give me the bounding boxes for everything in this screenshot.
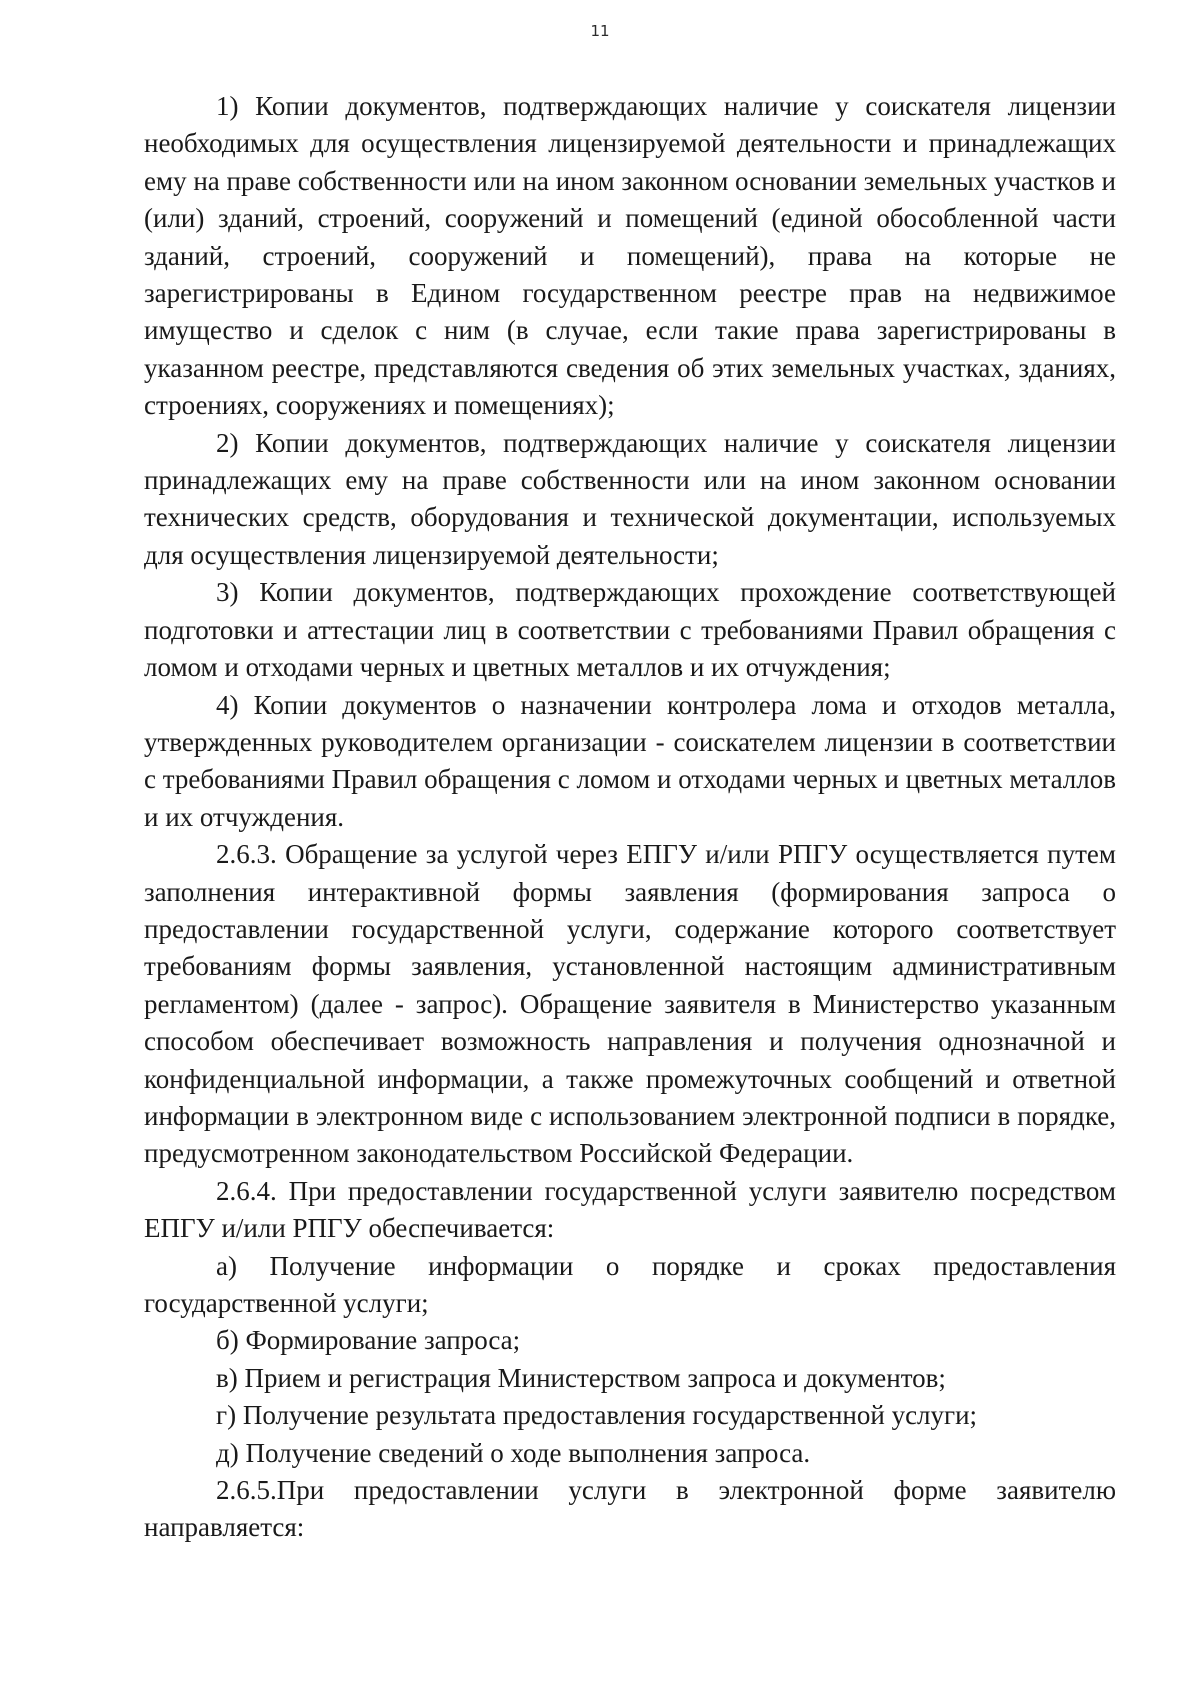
paragraph-item-1: 1) Копии документов, подтверждающих наличие у соискателя лицензии необходимых для осуществления лицензируемой деятельности и принадлежащих ему на праве собственности или на ином законном основании земельных участков и (или) зданий, строений, сооружений и помещений (единой обособленной части зданий, строений, сооружений и помещений), права на которые не зарегистрированы в Едином государственном реестре прав на недвижимое имущество и сделок с ним (в случае, если такие права зарегистрированы в указанном реестре, представляются сведения об этих земельных участках, зданиях, строениях, сооружениях и помещениях); (144, 91, 1116, 421)
paragraph-item-g: г) Получение результата предоставления государственной услуги; (216, 1400, 978, 1431)
paragraph-2-6-3: 2.6.3. Обращение за услугой через ЕПГУ и/или РПГУ осуществляется путем заполнения интерактивной формы заявления (формирования запроса о предоставлении государственной услуги, содержание которого соответствует требованиям формы заявления, установленной настоящим административным регламентом) (далее - запрос). Обращение заявителя в Министерство указанным способом обеспечивает возможность направления и получения однозначной и конфиденциальной информации, а также промежуточных сообщений и ответной информации в электронном виде с использованием электронной подписи в порядке, предусмотренном законодательством Российской Федерации. (144, 839, 1116, 1169)
paragraph-item-v: в) Прием и регистрация Министерством запроса и документов; (216, 1362, 946, 1393)
paragraph-item-d: д) Получение сведений о ходе выполнения запроса. (216, 1437, 811, 1468)
document-body (144, 88, 1116, 1547)
paragraph-item-4: 4) Копии документов о назначении контролера лома и отходов металла, утвержденных руководителем организации - соискателем лицензии в соответствии с требованиями Правил обращения с ломом и отходами черных и цветных металлов и их отчуждения. (144, 689, 1116, 832)
paragraph-2-6-4: 2.6.4. При предоставлении государственной услуги заявителю посредством ЕПГУ и/или РПГУ обеспечивается: (144, 1175, 1116, 1244)
page-number: 11 (590, 22, 610, 40)
paragraph-item-b: б) Формирование запроса; (216, 1325, 521, 1356)
paragraph-item-2: 2) Копии документов, подтверждающих наличие у соискателя лицензии принадлежащих ему на праве собственности или на ином законном основании технических средств, оборудования и технической документации, используемых для осуществления лицензируемой деятельности; (144, 427, 1116, 570)
paragraph-item-a: а) Получение информации о порядке и сроках предоставления государственной услуги; (144, 1250, 1116, 1318)
paragraph-2-6-5: 2.6.5.При предоставлении услуги в электронной форме заявителю направляется: (144, 1475, 1116, 1543)
paragraph-item-3: 3) Копии документов, подтверждающих прохождение соответствующей подготовки и аттестации лиц в соответствии с требованиями Правил обращения с ломом и отходами черных и цветных металлов и их отчуждения; (144, 577, 1116, 683)
